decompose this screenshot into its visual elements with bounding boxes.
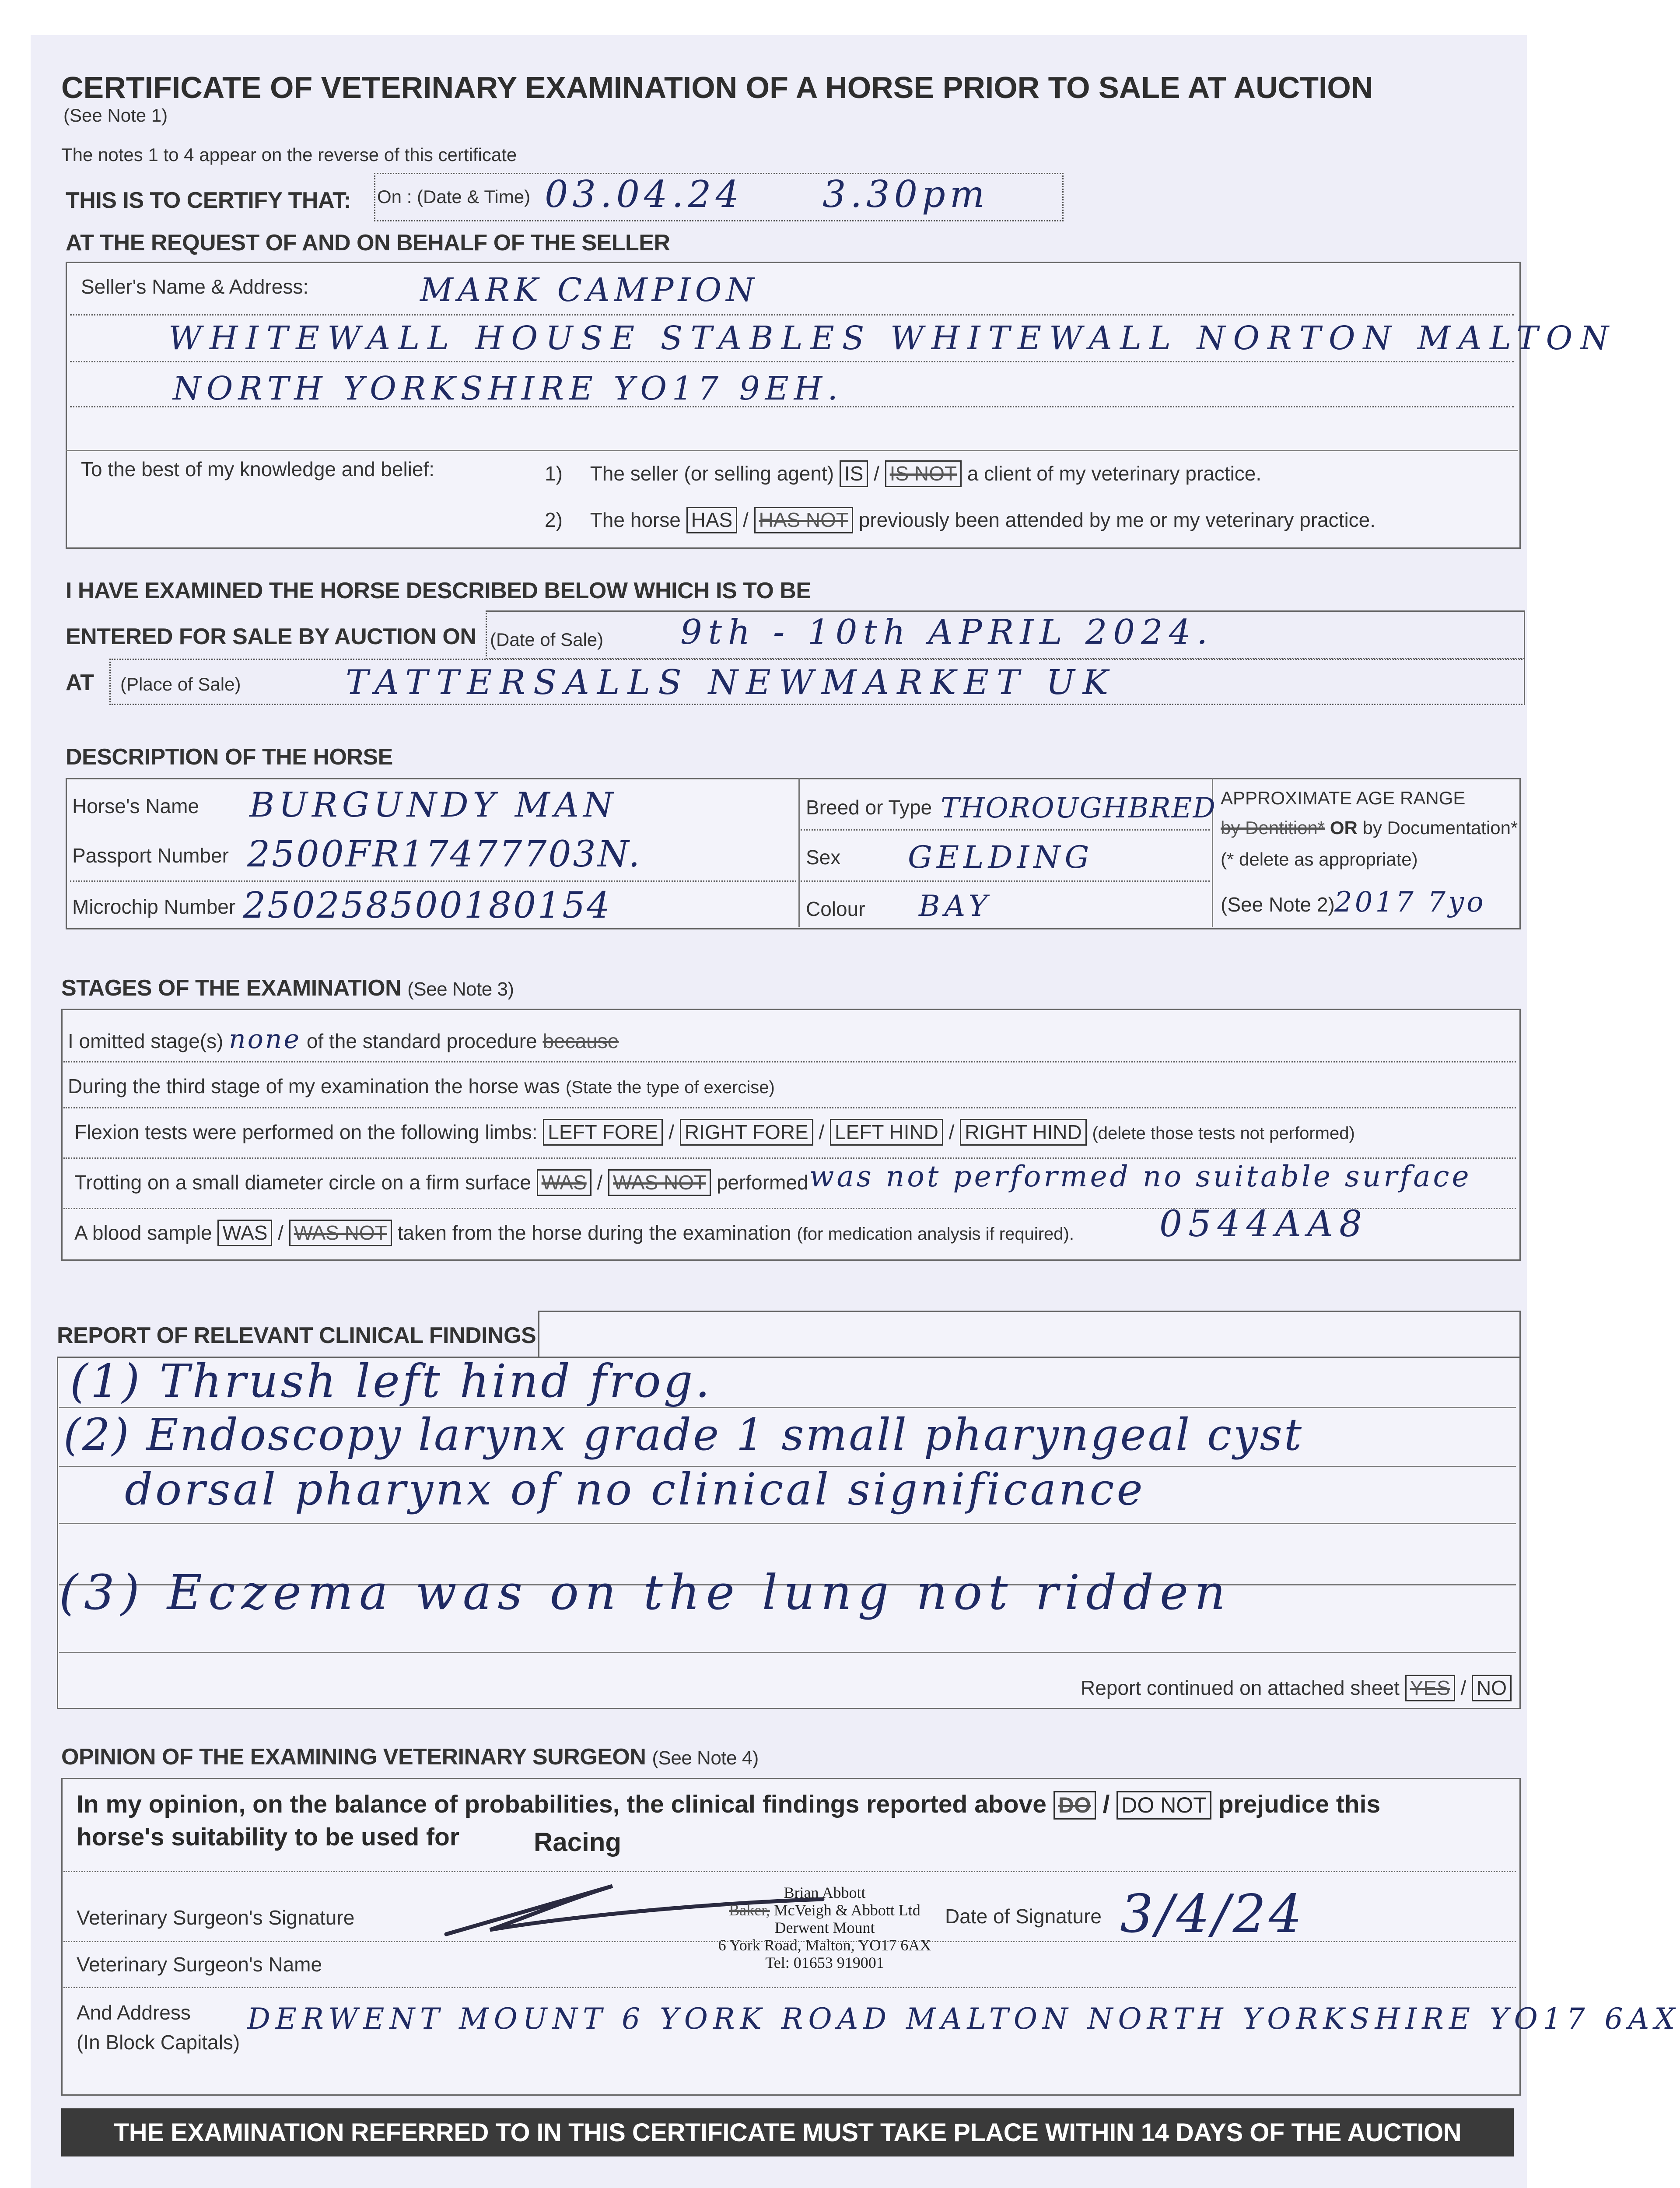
limb-left-fore: LEFT FORE (543, 1119, 663, 1146)
description-col-divider (798, 778, 800, 927)
see-note-1: (See Note 1) (63, 105, 168, 126)
stages-heading-note: (See Note 3) (407, 978, 514, 1000)
report-continued-row: Report continued on attached sheet YES / NO (1081, 1675, 1512, 1701)
item1-text: The seller (or selling agent) (590, 462, 834, 485)
stamp-address: 6 York Road, Malton, YO17 6AX (718, 1936, 931, 1954)
opinion-statement: In my opinion, on the balance of probabilities, the clinical findings reported above DO / DO NOT prejudice this (77, 1790, 1380, 1820)
certify-label: THIS IS TO CERTIFY THAT: (66, 188, 351, 213)
stamp-practice-name: McVeigh & Abbott Ltd (774, 1901, 920, 1919)
horse-name-label: Horse's Name (72, 795, 199, 817)
stamp-telephone: Tel: 01653 919001 (765, 1954, 884, 1971)
opinion-rule (63, 1871, 1516, 1872)
colour-value: BAY (919, 889, 992, 923)
slash: / (874, 462, 879, 485)
item1-text-end: a client of my veterinary practice. (967, 462, 1262, 485)
microchip-value: 250258500180154 (243, 885, 612, 926)
knowledge-label: To the best of my knowledge and belief: (81, 458, 435, 480)
passport-value: 2500FR17477703N. (247, 834, 642, 875)
blood-row: A blood sample WAS / WAS NOT taken from the horse during the examination (for medication analysis if required). (74, 1220, 1074, 1246)
horse-name-value: BURGUNDY MAN (249, 785, 618, 825)
limb-right-fore: RIGHT FORE (680, 1119, 813, 1146)
third-stage-row (68, 1074, 775, 1098)
omitted-row (68, 1024, 619, 1055)
vet-address-value: DERWENT MOUNT 6 YORK ROAD MALTON NORTH YORKSHIRE YO17 6AX (247, 2002, 1680, 2036)
passport-label: Passport Number (72, 844, 229, 867)
opinion-use: Racing (534, 1827, 622, 1857)
description-heading: DESCRIPTION OF THE HORSE (66, 744, 393, 770)
vet-address-label: And Address (77, 2001, 191, 2024)
seller-rule (70, 314, 1514, 316)
opinion-line-2: horse's suitability to be used for (77, 1823, 460, 1851)
report-line-4: (3) Eczema was on the lung not ridden (59, 1564, 1232, 1620)
sale-heading-2: ENTERED FOR SALE BY AUCTION ON (66, 624, 476, 649)
colour-label: Colour (806, 898, 865, 920)
limb-right-hind: RIGHT HIND (960, 1119, 1087, 1146)
stamp-practice-line (698, 1901, 952, 1919)
opinion-heading (61, 1744, 759, 1770)
third-stage-note: (State the type of exercise) (565, 1078, 775, 1097)
report-rule (59, 1652, 1516, 1653)
certificate-title: CERTIFICATE OF VETERINARY EXAMINATION OF A HORSE PRIOR TO SALE AT AUCTION (61, 70, 1373, 105)
report-heading-box (538, 1311, 1521, 1358)
request-line: AT THE REQUEST OF AND ON BEHALF OF THE SELLER (66, 230, 670, 256)
age-or: OR (1330, 817, 1358, 838)
sale-heading-1: I HAVE EXAMINED THE HORSE DESCRIBED BELOW WHICH IS TO BE (66, 578, 811, 603)
opinion-do-struck: DO (1054, 1791, 1096, 1820)
trotting-text-end: performed (716, 1171, 808, 1194)
exam-date: 03.04.24 (545, 173, 744, 216)
opinion-heading-note: (See Note 4) (652, 1747, 759, 1769)
blood-was: WAS (217, 1220, 272, 1246)
flexion-text: Flexion tests were performed on the following limbs: (74, 1121, 538, 1143)
microchip-label: Microchip Number (72, 895, 236, 918)
sale-place-label: (Place of Sale) (120, 674, 241, 694)
sale-date-value: 9th - 10th APRIL 2024. (680, 613, 1214, 652)
because-struck: because (542, 1030, 619, 1052)
item2-text: The horse (590, 508, 681, 531)
seller-address-line1: WHITEWALL HOUSE STABLES WHITEWALL NORTON MALTON (168, 319, 1617, 357)
opinion-heading-text: OPINION OF THE EXAMINING VETERINARY SURGEON (61, 1744, 646, 1770)
signature-date-value: 3/4/24 (1120, 1884, 1305, 1945)
seller-divider (66, 450, 1518, 451)
stamp-practice-struck: Baker, (729, 1901, 770, 1919)
has-not-option-struck: HAS NOT (754, 507, 853, 533)
signature-date-label: Date of Signature (945, 1905, 1102, 1928)
opinion-do-not: DO NOT (1116, 1791, 1211, 1820)
stamp-vet-name: Brian Abbott (784, 1884, 866, 1901)
seller-label: Seller's Name & Address: (81, 275, 309, 298)
blood-text: A blood sample (74, 1221, 212, 1244)
exam-time: 3.30pm (822, 173, 989, 216)
signature-label: Veterinary Surgeon's Signature (77, 1906, 355, 1929)
report-line-3: dorsal pharynx of no clinical significance (125, 1464, 1145, 1515)
sex-value: GELDING (908, 839, 1094, 875)
flexion-row: Flexion tests were performed on the following limbs: LEFT FORE / RIGHT FORE / LEFT HIND / RIGHT HIND (delete those tests not performed) (74, 1119, 1355, 1146)
opinion-text: In my opinion, on the balance of probabilities, the clinical findings reported above (77, 1790, 1046, 1818)
opinion-text-end: prejudice this (1218, 1790, 1381, 1818)
breed-value: THOROUGHBRED (941, 792, 1216, 824)
report-line-2: (2) Endoscopy larynx grade 1 small pharyngeal cyst (63, 1409, 1304, 1460)
stages-heading (61, 975, 514, 1001)
practice-stamp (698, 1884, 952, 1971)
age-by-dentition-struck: by Dentition* (1221, 817, 1325, 838)
sale-at-label: AT (66, 670, 94, 695)
blood-code: 0544AA8 (1159, 1203, 1368, 1245)
opinion-rule (63, 1941, 1516, 1942)
notes-line: The notes 1 to 4 appear on the reverse of this certificate (61, 144, 517, 165)
omitted-text: I omitted stage(s) (68, 1030, 224, 1052)
stages-rule (63, 1061, 1516, 1062)
item-number: 2) (545, 508, 563, 531)
age-delete-note: (* delete as appropriate) (1221, 849, 1418, 870)
opinion-rule (63, 1987, 1516, 1988)
flexion-note: (delete those tests not performed) (1092, 1124, 1355, 1143)
trotting-was-not-struck: WAS NOT (608, 1169, 711, 1196)
stages-heading-text: STAGES OF THE EXAMINATION (61, 975, 402, 1001)
knowledge-item1 (545, 460, 1261, 487)
third-stage-text: During the third stage of my examination the horse was (68, 1075, 560, 1098)
sale-place-value: TATTERSALLS NEWMARKET UK (346, 663, 1116, 702)
age-heading: APPROXIMATE AGE RANGE (1221, 788, 1466, 808)
vet-address-sub: (In Block Capitals) (77, 2031, 240, 2054)
stages-rule (63, 1157, 1516, 1159)
seller-rule (70, 406, 1514, 407)
age-value: 2017 7yo (1334, 886, 1486, 919)
sex-label: Sex (806, 846, 841, 869)
stages-rule (63, 1107, 1516, 1108)
description-rule (70, 880, 796, 882)
is-option: IS (840, 460, 868, 487)
report-line-1: (1) Thrush left hind frog. (70, 1354, 713, 1408)
knowledge-item2 (545, 507, 1376, 533)
blood-text-end: taken from the horse during the examination (397, 1221, 791, 1244)
seller-address-line2: NORTH YORKSHIRE YO17 9EH. (173, 370, 843, 407)
report-yes-struck: YES (1405, 1675, 1455, 1701)
vet-name-label: Veterinary Surgeon's Name (77, 1953, 322, 1976)
date-time-label: On : (Date & Time) (377, 186, 531, 207)
report-continued-text: Report continued on attached sheet (1081, 1676, 1400, 1699)
age-by-documentation: by Documentation* (1362, 817, 1518, 838)
footer-banner: THE EXAMINATION REFERRED TO IN THIS CERTIFICATE MUST TAKE PLACE WITHIN 14 DAYS OF THE AUCTION (61, 2108, 1514, 2156)
report-rule (59, 1523, 1516, 1524)
seller-rule (70, 361, 1514, 362)
description-rule (801, 880, 1210, 882)
omitted-value: none (229, 1024, 301, 1055)
slash: / (742, 508, 749, 531)
trotting-was-struck: WAS (537, 1169, 592, 1196)
omitted-text-end: of the standard procedure (306, 1030, 537, 1052)
age-options (1221, 817, 1518, 838)
blood-was-not-struck: WAS NOT (289, 1220, 392, 1246)
trotting-row: Trotting on a small diameter circle on a firm surface WAS / WAS NOT performed (74, 1169, 808, 1196)
trotting-handwritten: was not performed no suitable surface (809, 1160, 1472, 1193)
item-number: 1) (545, 462, 563, 485)
breed-label: Breed or Type (806, 796, 932, 819)
limb-left-hind: LEFT HIND (830, 1119, 943, 1146)
item2-text-end: previously been attended by me or my veterinary practice. (858, 508, 1376, 531)
report-no: NO (1472, 1675, 1512, 1701)
is-not-option-struck: IS NOT (885, 460, 962, 487)
report-heading: REPORT OF RELEVANT CLINICAL FINDINGS (57, 1323, 536, 1348)
stamp-building: Derwent Mount (774, 1919, 875, 1936)
seller-name: MARK CAMPION (420, 271, 759, 309)
has-option: HAS (686, 507, 738, 533)
age-see-note: (See Note 2) (1221, 893, 1335, 916)
sale-date-label: (Date of Sale) (490, 629, 604, 650)
blood-note: (for medication analysis if required). (797, 1224, 1074, 1244)
trotting-text: Trotting on a small diameter circle on a firm surface (74, 1171, 531, 1194)
description-rule (801, 829, 1210, 831)
